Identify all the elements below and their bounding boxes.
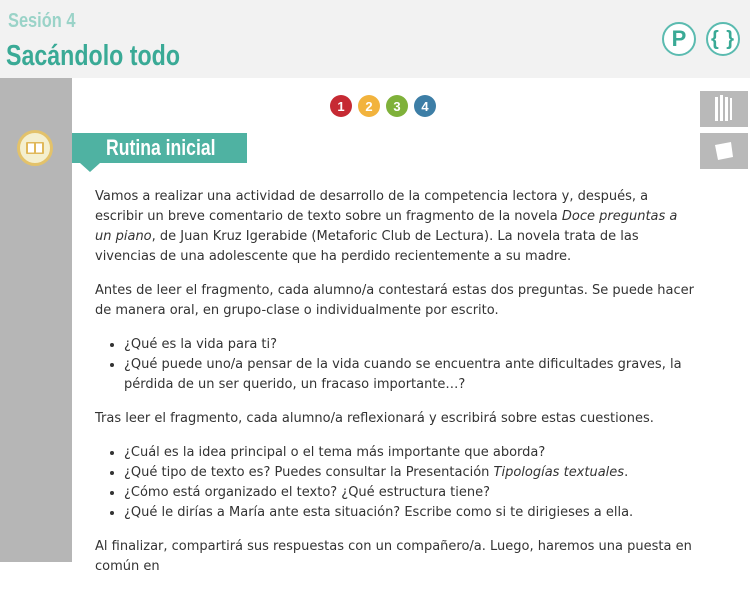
page-button-4[interactable]: 4 — [414, 95, 436, 117]
text-span: , de Juan Kruz Igerabide (Metaforic Club de Lectura). La novela trata de las vivencias de una adolescente que ha perdido recientemente a su madre. — [95, 229, 639, 264]
activity-text — [95, 187, 695, 591]
question-list-2 — [95, 443, 695, 523]
paragraph-closing: Al finalizar, compartirá sus respuestas con un compañero/a. Luego, haremos una puesta en común en — [95, 539, 692, 574]
pencils-icon — [714, 95, 734, 123]
list-item: • ¿Cómo está organizado el texto? ¿Qué estructura tiene? — [124, 483, 695, 503]
list-item: • ¿Qué puede uno/a pensar de la vida cuando se encuentra ante dificultades graves, la pérdida de un ser querido, un fracaso importante…? — [124, 355, 695, 395]
list-item — [124, 463, 695, 483]
list-item: • ¿Qué es la vida para ti? — [124, 335, 695, 355]
novel-title: Doce preguntas a un piano — [95, 209, 678, 244]
p-button[interactable]: P — [662, 22, 696, 56]
note-icon — [712, 139, 736, 163]
list-item: • ¿Qué le dirías a María ante esta situación? Escribe como si te dirigieses a ella. — [124, 503, 695, 523]
presentation-link[interactable]: Tipologías textuales — [493, 465, 625, 480]
section-title: Rutina inicial — [106, 135, 216, 160]
banner-tail — [80, 163, 100, 172]
paragraph-intro — [95, 187, 695, 267]
paragraph-before-reading: Antes de leer el fragmento, cada alumno/a contestará estas dos preguntas. Se puede hacer de manera oral, en grupo-clase o individualmente por escrito. — [95, 283, 694, 318]
note-tool-button[interactable] — [700, 133, 748, 169]
paragraph-after-reading: Tras leer el fragmento, cada alumno/a reflexionará y escribirá sobre estas cuestiones. — [95, 411, 654, 426]
list-item: • ¿Cuál es la idea principal o el tema más importante que aborda? — [124, 443, 695, 463]
page-title: Sacándolo todo — [6, 40, 180, 72]
braces-button[interactable]: { } — [706, 22, 740, 56]
session-label: Sesión 4 — [8, 10, 76, 32]
question-list-1 — [95, 335, 695, 395]
text-span: ¿Qué tipo de texto es? Puedes consultar la Presentación — [124, 465, 494, 480]
page-button-1[interactable]: 1 — [330, 95, 352, 117]
page-button-2[interactable]: 2 — [358, 95, 380, 117]
text-span: Vamos a realizar una actividad de desarrollo de la competencia lectora y, después, a escribir un breve comentario de texto sobre un fragmento de la novela — [95, 189, 649, 224]
page-selector — [0, 95, 750, 117]
text-span: . — [624, 465, 629, 480]
page-button-3[interactable]: 3 — [386, 95, 408, 117]
book-icon — [26, 141, 44, 155]
pencils-tool-button[interactable] — [700, 91, 748, 127]
book-button[interactable] — [17, 130, 53, 166]
